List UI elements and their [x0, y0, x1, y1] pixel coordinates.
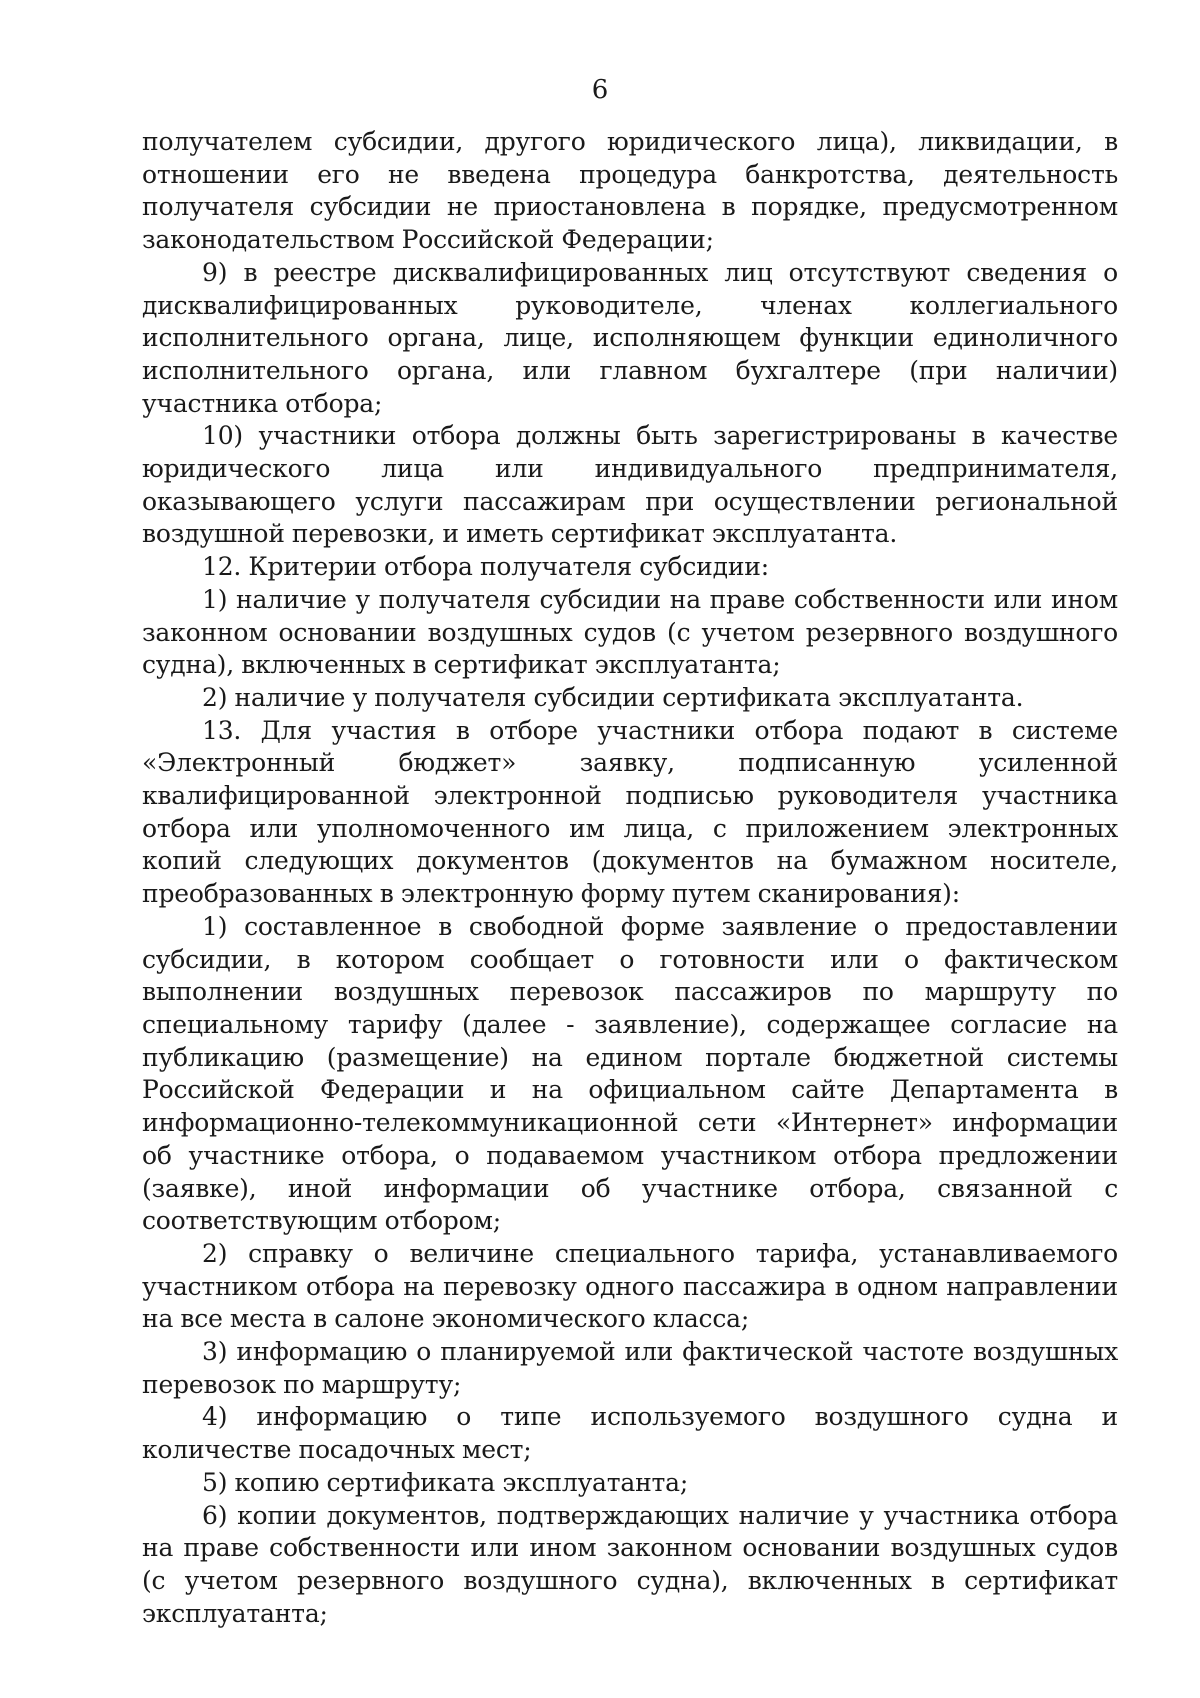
- document-item-1: 1) составленное в свободной форме заявление о предоставлении субсидии, в котором сообщает о готовности или о фактическом выполнении воздушных перевозок пассажиров по маршруту по специальному тарифу (далее - заявление), содержащее согласие на публикацию (размещение) на едином портале бюджетной системы Российской Федерации и на официальном сайте Департамента в информационно-телекоммуникационной сети «Интернет» информации об участнике отбора, о подаваемом участником отбора предложении (заявке), иной информации об участнике отбора, связанной с соответствующим отбором;: [142, 911, 1118, 1236]
- paragraph-item-9: 9) в реестре дисквалифицированных лиц отсутствуют сведения о дисквалифицированных руководителе, членах коллегиального исполнительного органа, лице, исполняющем функции единоличного исполнительного органа, или главном бухгалтере (при наличии) участника отбора;: [142, 257, 1118, 418]
- criterion-item-1: 1) наличие у получателя субсидии на праве собственности или ином законном основании воздушных судов (с учетом резервного воздушного судна), включенных в сертификат эксплуатанта;: [142, 584, 1118, 680]
- document-item-5: 5) копию сертификата эксплуатанта;: [202, 1467, 689, 1497]
- document-item-6: 6) копии документов, подтверждающих наличие у участника отбора на праве собственности или ином законном основании воздушных судов (с учетом резервного воздушного судна), включенных в сертификат эксплуатанта;: [142, 1500, 1118, 1628]
- criterion-item-2: 2) наличие у получателя субсидии сертификата эксплуатанта.: [202, 682, 1024, 712]
- paragraph-item-10: 10) участники отбора должны быть зарегистрированы в качестве юридического лица или индивидуального предпринимателя, оказывающего услуги пассажирам при осуществлении региональной воздушной перевозки, и иметь сертификат эксплуатанта.: [142, 421, 1118, 549]
- section-13-paragraph: 13. Для участия в отборе участники отбора подают в системе «Электронный бюджет» заявку, подписанную усиленной квалифицированной электронной подписью руководителя участника отбора или уполномоченного им лица, с приложением электронных копий следующих документов (документов на бумажном носителе, преобразованных в электронную форму путем сканирования):: [142, 715, 1118, 909]
- page-number: 6: [591, 75, 609, 105]
- document-item-3: 3) информацию о планируемой или фактической частоте воздушных перевозок по маршруту;: [142, 1337, 1118, 1399]
- paragraph: получателем субсидии, другого юридического лица), ликвидации, в отношении его не введена процедура банкротства, деятельность получателя субсидии не приостановлена в порядке, предусмотренном законодательством Российской Федерации;: [142, 127, 1118, 255]
- document-body: [142, 126, 1118, 1630]
- document-item-4: 4) информацию о типе используемого воздушного судна и количестве посадочных мест;: [142, 1402, 1118, 1465]
- document-item-2: 2) справку о величине специального тарифа, устанавливаемого участником отбора на перевозку одного пассажира в одном направлении на все места в салоне экономического класса;: [142, 1238, 1118, 1334]
- section-12-heading: 12. Критерии отбора получателя субсидии:: [202, 552, 769, 582]
